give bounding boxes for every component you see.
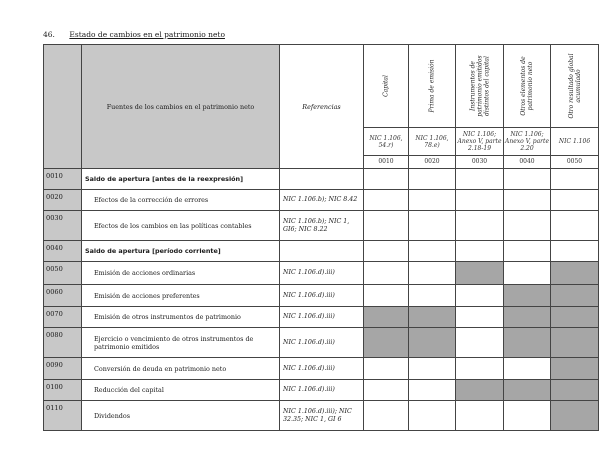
data-cell[interactable]	[409, 401, 456, 431]
row-label: Emisión de acciones ordinarias	[82, 262, 280, 285]
data-cell[interactable]	[364, 190, 409, 211]
data-cell[interactable]	[456, 285, 504, 307]
data-cell[interactable]	[364, 401, 409, 431]
row-label: Reducción del capital	[82, 380, 280, 401]
disabled-cell	[551, 328, 599, 358]
column-name: Otro resultado global acumulado	[567, 53, 582, 119]
data-cell[interactable]	[364, 285, 409, 307]
column-header-0040	[504, 45, 551, 128]
disabled-cell	[456, 380, 504, 401]
column-header-0050	[551, 45, 599, 128]
row-reference: NIC 1.106.d).iii); NIC 32.35; NIC 1, GI 6	[280, 401, 364, 431]
row-code: 0110	[44, 401, 82, 431]
disabled-cell	[551, 401, 599, 431]
data-cell[interactable]	[504, 358, 551, 380]
table-row	[44, 285, 599, 307]
column-name: Prima de emisión	[428, 59, 436, 113]
table-row	[44, 401, 599, 431]
disabled-cell	[551, 285, 599, 307]
data-cell[interactable]	[456, 328, 504, 358]
row-label: Dividendos	[82, 401, 280, 431]
data-cell[interactable]	[409, 169, 456, 190]
row-code: 0100	[44, 380, 82, 401]
header-code-blank	[44, 45, 82, 169]
column-code: 0020	[409, 156, 456, 169]
header-sources: Fuentes de los cambios en el patrimonio neto	[82, 45, 280, 169]
data-cell[interactable]	[456, 211, 504, 241]
row-code: 0040	[44, 241, 82, 262]
row-label: Efectos de la corrección de errores	[82, 190, 280, 211]
table-row	[44, 328, 599, 358]
row-label: Emisión de otros instrumentos de patrimonio	[82, 307, 280, 328]
table-row	[44, 262, 599, 285]
table-row	[44, 190, 599, 211]
row-code: 0050	[44, 262, 82, 285]
disabled-cell	[551, 262, 599, 285]
header-row-names	[44, 45, 599, 128]
row-code: 0060	[44, 285, 82, 307]
data-cell[interactable]	[551, 211, 599, 241]
column-reference: NIC 1.106	[551, 128, 599, 156]
data-cell[interactable]	[456, 190, 504, 211]
disabled-cell	[551, 307, 599, 328]
section-title	[43, 30, 225, 40]
equity-changes-table	[43, 44, 599, 431]
row-reference: NIC 1.106.d).iii)	[280, 262, 364, 285]
column-reference: NIC 1.106, 54.r)	[364, 128, 409, 156]
column-header-0030	[456, 45, 504, 128]
data-cell[interactable]	[504, 401, 551, 431]
data-cell[interactable]	[364, 380, 409, 401]
column-code: 0010	[364, 156, 409, 169]
disabled-cell	[364, 307, 409, 328]
data-cell[interactable]	[409, 285, 456, 307]
column-reference: NIC 1.106; Anexo V, parte 2.20	[504, 128, 551, 156]
disabled-cell	[504, 380, 551, 401]
table-row	[44, 169, 599, 190]
table-row	[44, 211, 599, 241]
disabled-cell	[456, 262, 504, 285]
row-reference: NIC 1.106.d).iii)	[280, 328, 364, 358]
data-cell[interactable]	[504, 241, 551, 262]
row-code: 0070	[44, 307, 82, 328]
table-row	[44, 241, 599, 262]
data-cell[interactable]	[364, 262, 409, 285]
data-cell[interactable]	[456, 169, 504, 190]
row-label: Emisión de acciones preferentes	[82, 285, 280, 307]
row-label: Saldo de apertura [antes de la reexpresión]	[82, 169, 280, 190]
data-cell[interactable]	[409, 190, 456, 211]
column-reference: NIC 1.106; Anexo V, parte 2.18-19	[456, 128, 504, 156]
section-number: 46.	[43, 30, 55, 39]
row-reference	[280, 169, 364, 190]
disabled-cell	[551, 358, 599, 380]
row-label: Ejercicio o vencimiento de otros instrumentos de patrimonio emitidos	[82, 328, 280, 358]
disabled-cell	[551, 380, 599, 401]
row-code: 0080	[44, 328, 82, 358]
data-cell[interactable]	[551, 190, 599, 211]
data-cell[interactable]	[551, 241, 599, 262]
data-cell[interactable]	[409, 358, 456, 380]
data-cell[interactable]	[409, 380, 456, 401]
column-header-0020	[409, 45, 456, 128]
data-cell[interactable]	[364, 358, 409, 380]
row-label: Saldo de apertura [período corriente]	[82, 241, 280, 262]
row-label: Efectos de los cambios en las políticas contables	[82, 211, 280, 241]
row-reference: NIC 1.106.d).iii)	[280, 307, 364, 328]
column-header-0010	[364, 45, 409, 128]
data-cell[interactable]	[456, 241, 504, 262]
column-name: Capital	[382, 75, 390, 97]
row-reference: NIC 1.106.d).iii)	[280, 358, 364, 380]
data-cell[interactable]	[364, 211, 409, 241]
data-cell[interactable]	[409, 211, 456, 241]
table-row	[44, 307, 599, 328]
row-reference: NIC 1.106.d).iii)	[280, 285, 364, 307]
data-cell[interactable]	[504, 211, 551, 241]
column-name: Otros elementos de patrimonio neto	[520, 56, 534, 116]
row-code: 0010	[44, 169, 82, 190]
disabled-cell	[364, 328, 409, 358]
disabled-cell	[409, 328, 456, 358]
disabled-cell	[504, 307, 551, 328]
data-cell[interactable]	[456, 307, 504, 328]
disabled-cell	[504, 328, 551, 358]
data-cell[interactable]	[504, 190, 551, 211]
column-code: 0050	[551, 156, 599, 169]
data-cell[interactable]	[364, 169, 409, 190]
section-heading: Estado de cambios en el patrimonio neto	[69, 30, 225, 39]
data-cell[interactable]	[504, 262, 551, 285]
data-cell[interactable]	[456, 401, 504, 431]
data-cell[interactable]	[364, 241, 409, 262]
table-row	[44, 358, 599, 380]
data-cell[interactable]	[409, 262, 456, 285]
header-references: Referencias	[280, 45, 364, 169]
disabled-cell	[504, 285, 551, 307]
data-cell[interactable]	[456, 358, 504, 380]
row-code: 0030	[44, 211, 82, 241]
column-reference: NIC 1.106, 78.e)	[409, 128, 456, 156]
row-reference: NIC 1.106.b); NIC 8.42	[280, 190, 364, 211]
row-reference	[280, 241, 364, 262]
row-reference: NIC 1.106.d).iii)	[280, 380, 364, 401]
column-code: 0040	[504, 156, 551, 169]
row-label: Conversión de deuda en patrimonio neto	[82, 358, 280, 380]
data-cell[interactable]	[551, 169, 599, 190]
row-reference: NIC 1.106.b); NIC 1, GI6; NIC 8.22	[280, 211, 364, 241]
column-name: Instrumentos de patrimonio emitidos distintos del capital	[469, 55, 490, 117]
disabled-cell	[409, 307, 456, 328]
row-code: 0020	[44, 190, 82, 211]
data-cell[interactable]	[504, 169, 551, 190]
data-cell[interactable]	[409, 241, 456, 262]
column-code: 0030	[456, 156, 504, 169]
row-code: 0090	[44, 358, 82, 380]
table-row	[44, 380, 599, 401]
